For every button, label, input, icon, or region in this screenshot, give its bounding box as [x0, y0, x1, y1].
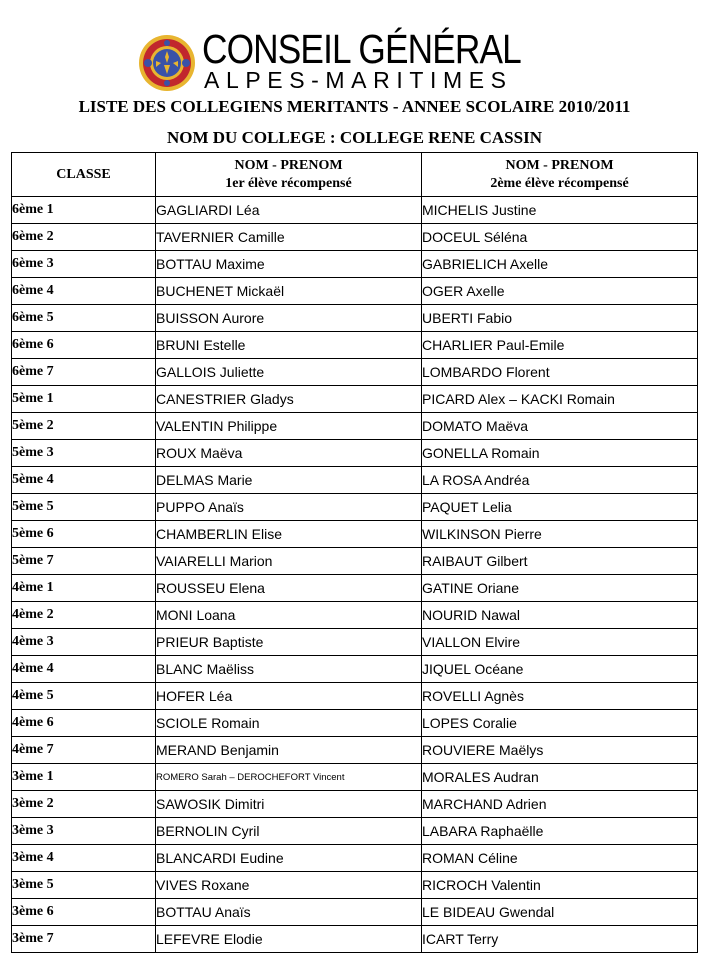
second-student-cell: LOMBARDO Florent — [422, 359, 698, 386]
document-title: LISTE DES COLLEGIENS MERITANTS - ANNEE SCOLAIRE 2010/2011 — [78, 97, 631, 116]
first-student-cell: LEFEVRE Elodie — [156, 926, 422, 953]
first-student-cell: CANESTRIER Gladys — [156, 386, 422, 413]
class-cell: 3ème 6 — [12, 899, 156, 926]
class-cell: 4ème 1 — [12, 575, 156, 602]
second-student-cell: PAQUET Lelia — [422, 494, 698, 521]
second-student-cell: MORALES Audran — [422, 764, 698, 791]
first-student-cell: GAGLIARDI Léa — [156, 197, 422, 224]
students-table — [11, 152, 698, 953]
table-row — [12, 602, 698, 629]
first-student-cell: SAWOSIK Dimitri — [156, 791, 422, 818]
first-student-cell: ROUSSEU Elena — [156, 575, 422, 602]
first-student-cell: BUISSON Aurore — [156, 305, 422, 332]
table-row — [12, 521, 698, 548]
table-row — [12, 926, 698, 953]
second-student-cell: ROMAN Céline — [422, 845, 698, 872]
first-student-cell: PRIEUR Baptiste — [156, 629, 422, 656]
class-cell: 4ème 5 — [12, 683, 156, 710]
first-student-cell: HOFER Léa — [156, 683, 422, 710]
second-student-cell: DOCEUL Séléna — [422, 224, 698, 251]
first-student-cell: BUCHENET Mickaël — [156, 278, 422, 305]
table-row — [12, 332, 698, 359]
second-student-cell: VIALLON Elvire — [422, 629, 698, 656]
second-student-cell: MARCHAND Adrien — [422, 791, 698, 818]
first-student-cell: BOTTAU Anaïs — [156, 899, 422, 926]
second-student-cell: RICROCH Valentin — [422, 872, 698, 899]
table-row — [12, 872, 698, 899]
second-student-cell: LA ROSA Andréa — [422, 467, 698, 494]
header-first-line1: NOM - PRENOM — [234, 157, 343, 173]
second-student-cell: WILKINSON Pierre — [422, 521, 698, 548]
table-header-row — [12, 153, 698, 197]
second-student-cell: GATINE Oriane — [422, 575, 698, 602]
first-student-cell: BLANC Maëliss — [156, 656, 422, 683]
table-row — [12, 224, 698, 251]
table-row — [12, 494, 698, 521]
table-row — [12, 548, 698, 575]
second-student-cell: LOPES Coralie — [422, 710, 698, 737]
first-student-cell: ROUX Maëva — [156, 440, 422, 467]
table-row — [12, 764, 698, 791]
class-cell: 5ème 6 — [12, 521, 156, 548]
second-student-cell: ICART Terry — [422, 926, 698, 953]
logo-title: CONSEIL GÉNÉRAL — [202, 26, 521, 72]
first-student-cell: BLANCARDI Eudine — [156, 845, 422, 872]
table-row — [12, 737, 698, 764]
class-cell: 5ème 2 — [12, 413, 156, 440]
first-student-cell: TAVERNIER Camille — [156, 224, 422, 251]
first-student-cell: MERAND Benjamin — [156, 737, 422, 764]
coat-of-arms-emblem-icon — [138, 34, 196, 92]
table-row — [12, 683, 698, 710]
second-student-cell: MICHELIS Justine — [422, 197, 698, 224]
first-student-cell: DELMAS Marie — [156, 467, 422, 494]
class-cell: 3ème 1 — [12, 764, 156, 791]
table-row — [12, 629, 698, 656]
table-row — [12, 251, 698, 278]
second-student-cell: JIQUEL Océane — [422, 656, 698, 683]
second-student-cell: ROUVIERE Maëlys — [422, 737, 698, 764]
table-row — [12, 386, 698, 413]
table-row — [12, 710, 698, 737]
first-student-cell: BERNOLIN Cyril — [156, 818, 422, 845]
first-student-cell: BRUNI Estelle — [156, 332, 422, 359]
class-cell: 6ème 6 — [12, 332, 156, 359]
class-cell: 6ème 4 — [12, 278, 156, 305]
table-row — [12, 791, 698, 818]
class-cell: 5ème 3 — [12, 440, 156, 467]
second-student-cell: PICARD Alex – KACKI Romain — [422, 386, 698, 413]
first-student-cell: PUPPO Anaïs — [156, 494, 422, 521]
first-student-cell: VIVES Roxane — [156, 872, 422, 899]
table-row — [12, 845, 698, 872]
table-row — [12, 899, 698, 926]
class-cell: 4ème 6 — [12, 710, 156, 737]
second-student-cell: NOURID Nawal — [422, 602, 698, 629]
college-name: NOM DU COLLEGE : COLLEGE RENE CASSIN — [166, 128, 542, 147]
first-student-cell: ROMERO Sarah – DEROCHEFORT Vincent — [156, 764, 422, 791]
table-row — [12, 575, 698, 602]
class-cell: 5ème 4 — [12, 467, 156, 494]
header-second-line2: 2ème élève récompensé — [490, 175, 629, 191]
second-student-cell: OGER Axelle — [422, 278, 698, 305]
class-cell: 6ème 2 — [12, 224, 156, 251]
header-second-line1: NOM - PRENOM — [505, 157, 614, 173]
first-student-cell: VALENTIN Philippe — [156, 413, 422, 440]
table-row — [12, 413, 698, 440]
first-student-cell: MONI Loana — [156, 602, 422, 629]
table-row — [12, 818, 698, 845]
table-row — [12, 467, 698, 494]
class-cell: 3ème 4 — [12, 845, 156, 872]
table-row — [12, 278, 698, 305]
second-student-cell: DOMATO Maëva — [422, 413, 698, 440]
first-student-cell: GALLOIS Juliette — [156, 359, 422, 386]
class-cell: 3ème 2 — [12, 791, 156, 818]
second-student-cell: GABRIELICH Axelle — [422, 251, 698, 278]
first-student-cell: BOTTAU Maxime — [156, 251, 422, 278]
class-cell: 4ème 4 — [12, 656, 156, 683]
second-student-cell: ROVELLI Agnès — [422, 683, 698, 710]
second-student-cell: CHARLIER Paul-Emile — [422, 332, 698, 359]
header-second-student — [422, 153, 698, 197]
logo-subtitle: ALPES-MARITIMES — [204, 67, 513, 93]
class-cell: 6ème 5 — [12, 305, 156, 332]
header-classe: CLASSE — [12, 153, 156, 197]
table-row — [12, 197, 698, 224]
second-student-cell: RAIBAUT Gilbert — [422, 548, 698, 575]
class-cell: 3ème 7 — [12, 926, 156, 953]
class-cell: 3ème 3 — [12, 818, 156, 845]
class-cell: 3ème 5 — [12, 872, 156, 899]
class-cell: 5ème 7 — [12, 548, 156, 575]
header-first-student — [156, 153, 422, 197]
class-cell: 4ème 2 — [12, 602, 156, 629]
table-row — [12, 440, 698, 467]
table-row — [12, 656, 698, 683]
class-cell: 4ème 3 — [12, 629, 156, 656]
table-row — [12, 305, 698, 332]
second-student-cell: LABARA Raphaëlle — [422, 818, 698, 845]
second-student-cell: LE BIDEAU Gwendal — [422, 899, 698, 926]
table-row — [12, 359, 698, 386]
header-first-line2: 1er élève récompensé — [225, 175, 352, 191]
class-cell: 4ème 7 — [12, 737, 156, 764]
second-student-cell: UBERTI Fabio — [422, 305, 698, 332]
class-cell: 5ème 1 — [12, 386, 156, 413]
class-cell: 6ème 3 — [12, 251, 156, 278]
first-student-cell: VAIARELLI Marion — [156, 548, 422, 575]
class-cell: 6ème 7 — [12, 359, 156, 386]
first-student-cell: SCIOLE Romain — [156, 710, 422, 737]
second-student-cell: GONELLA Romain — [422, 440, 698, 467]
class-cell: 5ème 5 — [12, 494, 156, 521]
conseil-general-logo — [138, 27, 548, 93]
first-student-cell: CHAMBERLIN Elise — [156, 521, 422, 548]
class-cell: 6ème 1 — [12, 197, 156, 224]
